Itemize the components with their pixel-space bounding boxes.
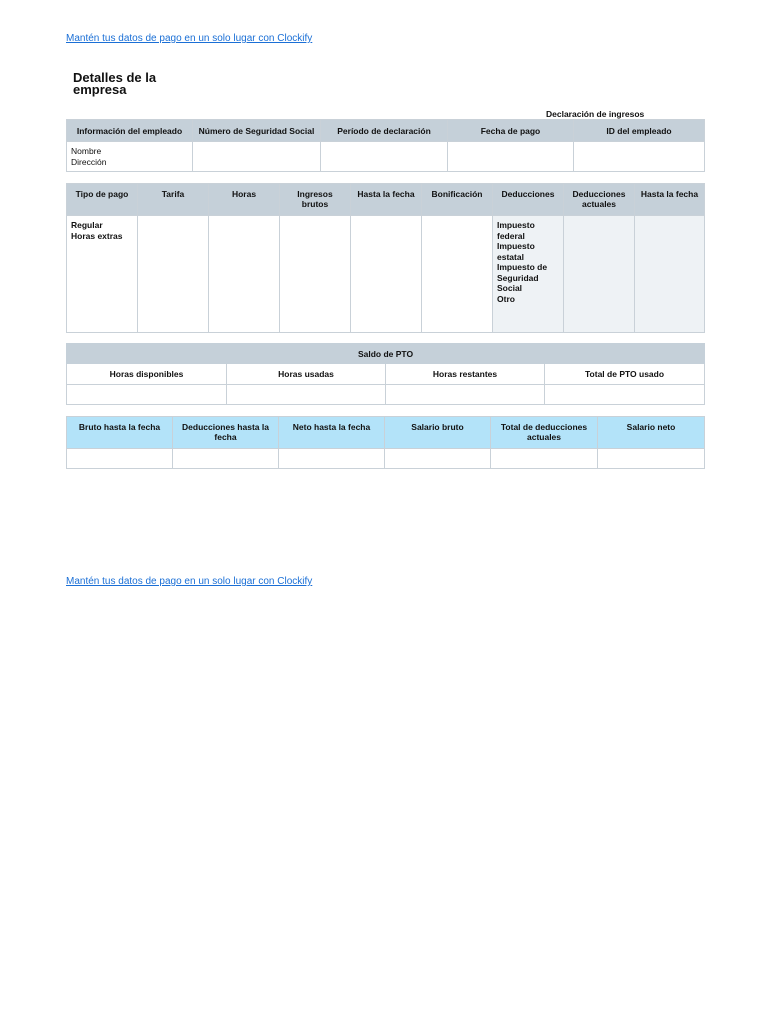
deduction-federal: Impuesto federal: [497, 220, 535, 241]
header-deductions-to-date-total: Deducciones hasta la fecha: [173, 417, 279, 449]
header-total-pto-used: Total de PTO usado: [545, 364, 705, 385]
gross-to-date-cell: [67, 449, 173, 469]
header-gross-to-date: Bruto hasta la fecha: [67, 417, 173, 449]
employee-name-label: Nombre: [71, 146, 102, 156]
totals-table: [66, 416, 705, 469]
pay-table: [66, 183, 705, 333]
clockify-link-top[interactable]: Mantén tus datos de pago en un solo lugar con Clockify: [66, 33, 313, 44]
header-available-hours: Horas disponibles: [67, 364, 227, 385]
pay-type-cell: [67, 216, 138, 333]
header-remaining-hours: Horas restantes: [386, 364, 545, 385]
employee-id-cell: [574, 142, 705, 172]
pto-table: [66, 343, 705, 405]
deductions-to-date-cell: [635, 216, 705, 333]
header-employee-info: Información del empleado: [67, 120, 193, 142]
header-pay-type: Tipo de pago: [67, 184, 138, 216]
header-hours: Horas: [209, 184, 280, 216]
available-hours-cell: [67, 385, 227, 405]
period-cell: [321, 142, 448, 172]
pay-type-overtime: Horas extras: [71, 230, 123, 241]
header-net-to-date: Neto hasta la fecha: [279, 417, 385, 449]
used-hours-cell: [227, 385, 386, 405]
pay-date-cell: [448, 142, 574, 172]
deduction-other: Otro: [497, 293, 515, 304]
total-current-deductions-cell: [491, 449, 598, 469]
header-bonus: Bonificación: [422, 184, 493, 216]
net-to-date-cell: [279, 449, 385, 469]
gross-salary-cell: [385, 449, 491, 469]
deductions-cell: [493, 216, 564, 333]
header-current-deductions: Deducciones actuales: [564, 184, 635, 216]
ssn-cell: [193, 142, 321, 172]
bonus-cell: [422, 216, 493, 333]
clockify-link-bottom[interactable]: Mantén tus datos de pago en un solo lugar con Clockify: [66, 576, 313, 587]
header-employee-id: ID del empleado: [574, 120, 705, 142]
header-used-hours: Horas usadas: [227, 364, 386, 385]
header-rate: Tarifa: [138, 184, 209, 216]
rate-cell: [138, 216, 209, 333]
employee-info-table: [66, 119, 705, 172]
declaration-label: Declaración de ingresos: [546, 109, 645, 119]
header-deductions-to-date: Hasta la fecha: [635, 184, 705, 216]
net-salary-cell: [598, 449, 705, 469]
header-ssn: Número de Seguridad Social: [193, 120, 321, 142]
employee-info-cell: [67, 142, 193, 172]
header-deductions: Deducciones: [493, 184, 564, 216]
deductions-to-date-total-cell: [173, 449, 279, 469]
header-net-salary: Salario neto: [598, 417, 705, 449]
pto-title: Saldo de PTO: [67, 344, 705, 364]
header-to-date: Hasta la fecha: [351, 184, 422, 216]
header-total-current-deductions: Total de deducciones actuales: [491, 417, 598, 449]
total-pto-used-cell: [545, 385, 705, 405]
deduction-social-security: Impuesto de Seguridad Social: [497, 262, 548, 293]
employee-address-label: Dirección: [71, 156, 107, 167]
header-gross-salary: Salario bruto: [385, 417, 491, 449]
company-details-title: Detalles de la empresa: [73, 70, 157, 97]
header-pay-date: Fecha de pago: [448, 120, 574, 142]
header-gross-income: Ingresos brutos: [280, 184, 351, 216]
hours-cell: [209, 216, 280, 333]
to-date-cell: [351, 216, 422, 333]
gross-income-cell: [280, 216, 351, 333]
current-deductions-cell: [564, 216, 635, 333]
pay-type-regular: Regular: [71, 220, 103, 230]
header-period: Período de declaración: [321, 120, 448, 142]
deduction-state: Impuesto estatal: [497, 241, 535, 262]
remaining-hours-cell: [386, 385, 545, 405]
